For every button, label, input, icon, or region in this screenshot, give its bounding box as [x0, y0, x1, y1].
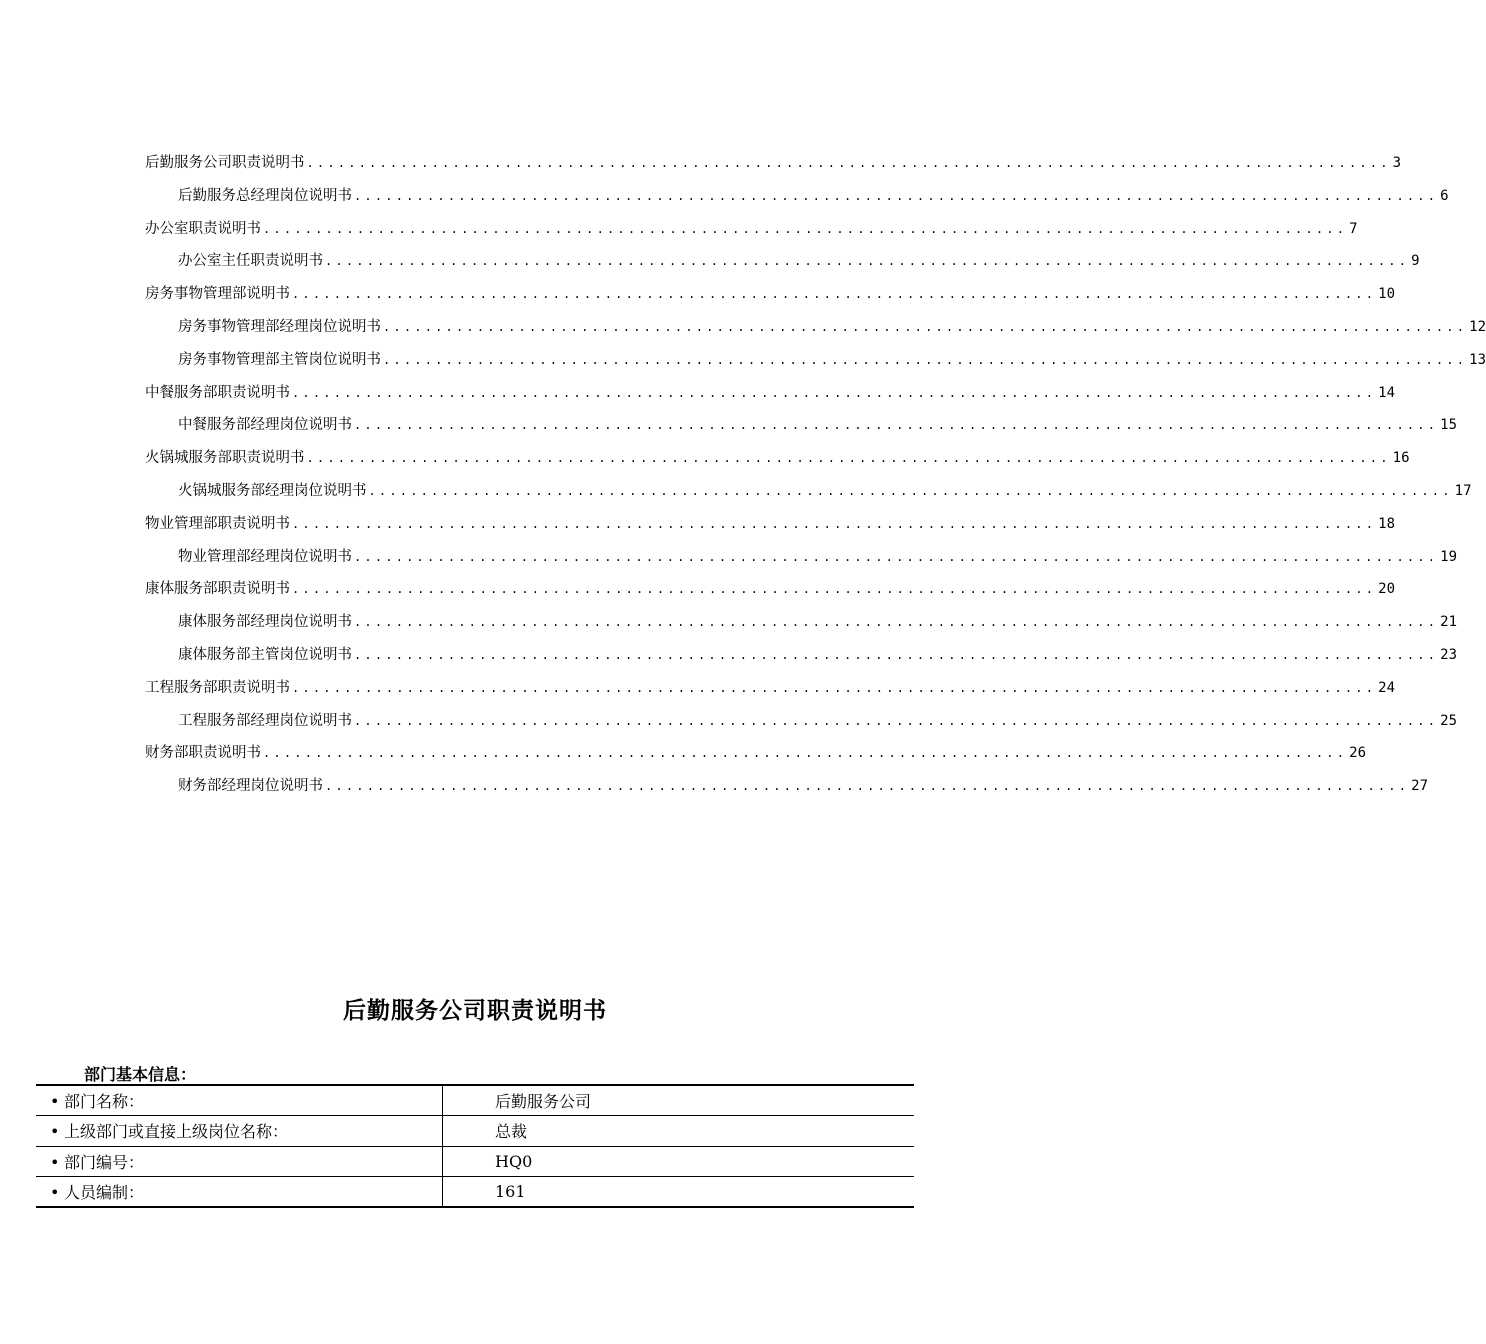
- toc-entry-title: 中餐服务部职责说明书: [145, 384, 290, 401]
- toc-entry-title: 康体服务部经理岗位说明书: [178, 614, 352, 631]
- toc-entry-page: 17: [1454, 482, 1472, 499]
- toc-entry-page: 16: [1392, 450, 1410, 467]
- info-value: 后勤服务公司: [443, 1085, 915, 1116]
- toc-entry-page: 9: [1411, 253, 1420, 270]
- toc-entry-title: 房务事物管理部主管岗位说明书: [178, 351, 381, 368]
- toc-entry[interactable]: [145, 380, 1396, 413]
- toc-leader-dots: ........................................................................................................: [263, 746, 1348, 761]
- toc-entry-title: 财务部经理岗位说明书: [178, 778, 323, 795]
- toc-entry[interactable]: [145, 445, 1410, 478]
- toc-entry-page: 26: [1349, 745, 1367, 762]
- toc-entry[interactable]: [145, 642, 1458, 675]
- table-row: [36, 1116, 914, 1147]
- toc-leader-dots: ........................................................................................................: [354, 418, 1439, 433]
- toc-leader-dots: ........................................................................................................: [383, 352, 1468, 367]
- toc-entry-page: 20: [1378, 581, 1396, 598]
- info-label-cell: [36, 1085, 443, 1116]
- toc-entry-page: 21: [1440, 614, 1458, 631]
- toc-leader-dots: ........................................................................................................: [354, 647, 1439, 662]
- bullet-icon: •: [50, 1092, 60, 1112]
- info-label-cell: [36, 1116, 443, 1147]
- bullet-icon: •: [50, 1152, 60, 1172]
- toc-entry[interactable]: [145, 478, 1472, 511]
- toc-entry[interactable]: [145, 216, 1358, 249]
- toc-leader-dots: ........................................................................................................: [292, 287, 1377, 302]
- toc-entry[interactable]: [145, 576, 1396, 609]
- toc-leader-dots: ........................................................................................................: [292, 516, 1377, 531]
- toc-entry-title: 中餐服务部经理岗位说明书: [178, 417, 352, 434]
- toc-entry[interactable]: [145, 248, 1420, 281]
- toc-leader-dots: ........................................................................................................: [354, 549, 1439, 564]
- toc-entry-page: 18: [1378, 515, 1396, 532]
- toc-leader-dots: ........................................................................................................: [292, 385, 1377, 400]
- toc-entry[interactable]: [145, 150, 1402, 183]
- toc-entry-title: 康体服务部职责说明书: [145, 581, 290, 598]
- toc-entry-page: 3: [1392, 155, 1402, 171]
- toc-entry-page: 19: [1440, 548, 1458, 565]
- toc-entry-page: 7: [1349, 220, 1358, 237]
- toc-entry-title: 工程服务部经理岗位说明书: [178, 712, 352, 729]
- toc-entry[interactable]: [145, 675, 1396, 708]
- toc-entry[interactable]: [145, 544, 1458, 577]
- toc-leader-dots: ........................................................................................................: [292, 680, 1377, 695]
- toc-entry-page: 25: [1440, 712, 1458, 729]
- info-value: HQ0: [443, 1146, 915, 1177]
- table-row: [36, 1085, 914, 1116]
- toc-entry-title: 后勤服务总经理岗位说明书: [178, 187, 352, 204]
- toc-entry[interactable]: [145, 511, 1396, 544]
- toc-leader-dots: ........................................................................................................: [354, 713, 1439, 728]
- toc-entry-title: 物业管理部经理岗位说明书: [178, 548, 352, 565]
- toc-leader-dots: ........................................................................................................: [325, 779, 1410, 794]
- toc-entry-page: 12: [1469, 318, 1486, 335]
- info-label: 人员编制：: [64, 1183, 145, 1203]
- toc-leader-dots: ........................................................................................................: [306, 156, 1391, 170]
- toc-entry-page: 23: [1440, 646, 1458, 663]
- toc-entry-title: 火锅城服务部职责说明书: [145, 450, 305, 467]
- department-info-table: [36, 1084, 914, 1208]
- table-of-contents: [145, 150, 1486, 806]
- toc-entry[interactable]: [145, 183, 1449, 216]
- toc-entry-page: 24: [1378, 679, 1396, 696]
- info-label: 部门编号：: [64, 1152, 145, 1172]
- info-label-cell: [36, 1146, 443, 1177]
- toc-entry-title: 房务事物管理部说明书: [145, 286, 290, 303]
- toc-entry-page: 6: [1440, 187, 1449, 204]
- info-value: 161: [495, 1182, 526, 1202]
- toc-entry-title: 后勤服务公司职责说明书: [145, 155, 305, 171]
- info-value: 总裁: [443, 1116, 915, 1147]
- toc-entry-page: 13: [1469, 351, 1486, 368]
- toc-leader-dots: ........................................................................................................: [383, 319, 1468, 334]
- toc-entry[interactable]: [145, 708, 1458, 741]
- section-heading: 部门基本信息：: [84, 1065, 197, 1084]
- toc-leader-dots: ........................................................................................................: [306, 451, 1391, 466]
- toc-entry[interactable]: [145, 412, 1458, 445]
- toc-entry-page: 14: [1378, 384, 1396, 401]
- toc-leader-dots: ........................................................................................................: [354, 188, 1439, 203]
- table-row: [36, 1146, 914, 1177]
- toc-entry[interactable]: [145, 281, 1396, 314]
- toc-entry[interactable]: [145, 314, 1486, 347]
- toc-leader-dots: ........................................................................................................: [354, 615, 1439, 630]
- toc-entry[interactable]: [145, 609, 1458, 642]
- toc-entry-title: 办公室职责说明书: [145, 220, 261, 237]
- info-label-cell: [36, 1177, 443, 1208]
- info-label: 部门名称：: [64, 1092, 145, 1112]
- toc-entry[interactable]: [145, 740, 1367, 773]
- bullet-icon: •: [50, 1183, 60, 1203]
- toc-entry-title: 办公室主任职责说明书: [178, 253, 323, 270]
- info-label: 上级部门或直接上级岗位名称：: [64, 1122, 289, 1142]
- toc-leader-dots: ........................................................................................................: [368, 483, 1453, 498]
- toc-entry[interactable]: [145, 347, 1486, 380]
- toc-leader-dots: ........................................................................................................: [325, 254, 1410, 269]
- table-row: [36, 1177, 914, 1208]
- toc-entry-page: 27: [1411, 778, 1429, 795]
- toc-entry-title: 房务事物管理部经理岗位说明书: [178, 318, 381, 335]
- toc-entry-title: 财务部职责说明书: [145, 745, 261, 762]
- toc-entry-title: 工程服务部职责说明书: [145, 679, 290, 696]
- toc-entry-title: 康体服务部主管岗位说明书: [178, 646, 352, 663]
- toc-entry-page: 10: [1378, 286, 1396, 303]
- toc-leader-dots: ........................................................................................................: [292, 582, 1377, 597]
- toc-entry-page: 15: [1440, 417, 1458, 434]
- toc-entry[interactable]: [145, 773, 1429, 806]
- document-title: 后勤服务公司职责说明书: [343, 997, 607, 1024]
- toc-leader-dots: ........................................................................................................: [263, 221, 1348, 236]
- bullet-icon: •: [50, 1122, 60, 1142]
- toc-entry-title: 火锅城服务部经理岗位说明书: [178, 482, 367, 499]
- toc-entry-title: 物业管理部职责说明书: [145, 515, 290, 532]
